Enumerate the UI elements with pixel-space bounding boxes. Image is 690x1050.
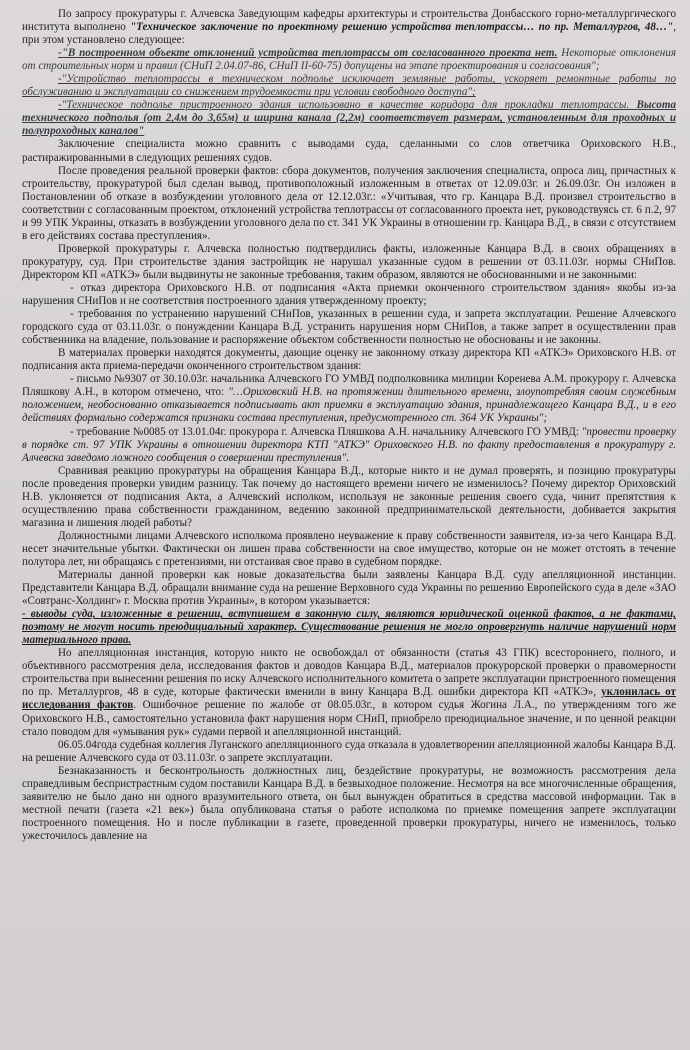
- paragraph-officials: Должностными лицами Алчевского исполкома проявлено неуважение к праву собственности заявителя, из-за чего Канцара В.Д. несет значительные убытки. Фактически он лишен права собственности на свое имущество, которые он не может отстоять в течение полутора лет, ни обращаясь с претензиями, ни отстаивая свое право в судебном порядке.: [22, 529, 676, 568]
- paragraph-appeal: Но апелляционная инстанция, которую никто не освобождал от обязанности (статья 43 ГПК) всестороннего, полного, и объективного рассмотрения дела, исследования фактов и доводов Канцара В.Д., материалов прокурорской проверки о правомерности строительства при вынесении решения по иску Алчевского исполнительного комитета о запрете эксплуатации пристроенного помещения по пр. Металлургов, 48 в суде, которые фактически вменили в вину Канцара В.Д. ошибки директора КП «АТКЭ», уклонилась от исследования фактов. Ошибочное решение по жалобе от 08.05.03г., в котором судья Жогина Л.А., по утверждениям того же Ориховского Н.В., самостоятельно установила факт нарушения норм СНиП, приобрело преюдициальное значение, и по ценной реакции стало поводом для «умывания рук» судами первой и апелляционной инстанций.: [22, 647, 676, 738]
- avoided-facts: уклонилась от исследования фактов: [22, 686, 676, 712]
- quote-conclusion-3: -"Техническое подполье пристроенного здания использовано в качестве коридора для прокладки теплотрассы. Высота технического подполья (от 2,4м до 3,65м) и ширина канала (2,2м) соответствует размерам, установленным для проходных и полупроходных каналов": [22, 99, 676, 138]
- report-title: "Техническое заключение по проектному решению устройства теплотрассы… по пр. Металлургов, 48…": [129, 21, 674, 34]
- paragraph-impunity: Безнаказанность и бесконтрольность должностных лиц, бездействие прокуратуры, не возможность рассмотрения дела справедливым беспристрастным судом поставили Канцара В.Д. в безвыходное положение. Несмотря на все многочисленные обращения, заявителю не было дано ни одного вразумительного ответа, он был вынужден обратиться в средства массовой информации. Так в местной печати (газета «21 век») была опубликована статья о работе исполкома по приемке помещения запрете эксплуатации построенного помещения. Но и после публикации в газете, проведенной проверки прокуратуры, ничего не изменилось, только ужесточилось давление на: [22, 764, 676, 842]
- paragraph-confirmed: Проверкой прокуратуры г. Алчевска полностью подтвердились факты, изложенные Канцара В.Д. в своих обращениях в прокуратуру, суд. При строительстве здания застройщик не нарушал указанные судом в решении от 03.11.03г. нормы СНиПов. Директором КП «АТКЭ» были выдвинуты не законные требования, таким образом, являются не обоснованными и не законными:: [22, 242, 676, 281]
- list-item-requirements: - требования по устранению нарушений СНиПов, указанных в решении суда, и запрета эксплуатации. Решение Алчевского городского суда от 03.11.03г. о понуждении Канцара В.Д. устранить нарушения норм СНиПов, а также запрет в осуществлении прав собственника на владение, пользование и распоряжение объектом собственности полностью не обоснованы и не законны.: [22, 308, 676, 347]
- list-item-demand: - требование №0085 от 13.01.04г. прокурора г. Алчевска Пляшкова А.Н. начальнику Алчевского ГО УМВД: "провести проверку в порядке ст. 97 УПК Украины в отношении директора КТП "АТКЭ" Ориховского Н.В. по факту предоставления в прокуратуру г. Алчевска заведомо ложного сообщения о совершении преступления".: [22, 425, 676, 464]
- quote-conclusion-2: -"Устройство теплотрассы в техническом подполье исключает земляные работы, ускоряет ремонтные работы по обслуживанию и эксплуатации со снижением трудоемкости при условии свободного доступа";: [22, 73, 676, 99]
- paragraph-request: По запросу прокуратуры г. Алчевска Заведующим кафедры архитектуры и строительства Донбасского горно-металлургического института выполнено "Техническое заключение по проектному решению устройства теплотрассы… по пр. Металлургов, 48…", при этом установлено следующее:: [22, 8, 676, 47]
- court-conclusion: - выводы суда, изложенные в решении, вступившем в законную силу, являются юридической оценкой фактов, а не фактами, поэтому не могут носить преюдициальный характер. Существование решения не могло опровергнуть наличие нарушений норм материального права.: [22, 608, 676, 647]
- list-item-refusal: - отказ директора Ориховского Н.В. от подписания «Акта приемки оконченного строительством здания» якобы из-за нарушения СНиПов и не соответствия построенного здания утвержденному проекту;: [22, 281, 676, 308]
- paragraph-evidence: Материалы данной проверки как новые доказательства были заявлены Канцара В.Д. суду апелляционной инстанции. Представители Канцара В.Д. обращали внимание суда на решение Верховного суда Украины по решению Европейского суда в деле «ЗАО «Совтранс-Холдинг» г. Москва против Украины», в котором указывается:: [22, 569, 676, 608]
- paragraph-compare: Сравнивая реакцию прокуратуры на обращения Канцара В.Д., которые никто и не думал проверять, и позицию прокуратуры после проведения проверки увидим разницу. Так почему до настоящего времени ничего не изменилось? Почему директор Ориховский Н.В. уклоняется от подписания Акта, а Алчевский исполком, используя не законные решения своего суда, чинит препятствия к осуществлению права собственности гражданином, ведению законной предпринимательской деятельности, добивается закрытия магазина и лишения людей работы?: [22, 464, 676, 529]
- paragraph-specialist: Заключение специалиста можно сравнить с выводами суда, сделанными со слов ответчика Ориховского Н.В., растиражированными в следующих решениях судов.: [22, 138, 676, 164]
- quote-conclusion-1: -"В построенном объекте отклонений устройства теплотрассы от согласованного проекта нет. Некоторые отклонения от строительных норм и правил (СНиП 2.04.07-86, СНиП II-60-75) допущены на этапе проектирования и согласования";: [22, 47, 676, 73]
- paragraph-appeal-decision: 06.05.04года судебная коллегия Луганского апелляционного суда отказала в удовлетворении апелляционной жалобы Канцара В.Д. на решение Алчевского суда от 03.11.03г. о запрете эксплуатации.: [22, 738, 676, 764]
- demand-quote: "провести проверку в порядке ст. 97 УПК Украины в отношении директора КТП "АТКЭ" Ориховского Н.В. по факту предоставления в прокуратуру г. Алчевска заведомо ложного сообщения о совершении преступления".: [22, 425, 676, 464]
- paragraph-materials: В материалах проверки находятся документы, дающие оценку не законному отказу директора КП «АТКЭ» Ориховского Н.В. от подписания акта приема-передачи оконченного строительством здания:: [22, 347, 676, 373]
- letter-quote: "…Ориховский Н.В. на протяжении длительного времени, злоупотребляя своим служебным положением, необоснованно отказывается подписывать акт приемки в эксплуатацию здания, принадлежащего Канцара В.Д., и в его действиях формально содержатся признаки состава преступления, предусмотренного ст. 364 УК Украины";: [22, 386, 676, 425]
- list-item-letter: - письмо №9307 от 30.10.03г. начальника Алчевского ГО УМВД подполковника милиции Коренева А.М. прокурору г. Алчевска Пляшкову А.Н., в котором отмечено, что: "…Ориховский Н.В. на протяжении длительного времени, злоупотребляя своим служебным положением, необоснованно отказывается подписывать акт приемки в эксплуатацию здания, принадлежащего Канцара В.Д., и в его действиях формально содержатся признаки состава преступления, предусмотренного ст. 364 УК Украины";: [22, 373, 676, 425]
- paragraph-check: После проведения реальной проверки фактов: сбора документов, получения заключения специалиста, опроса лиц, причастных к строительству, прокуратурой был сделан вывод, противоположный изложенным в ответах от 12.09.03г. и 26.09.03г. Он изложен в Постановлении об отказе в возбуждении уголовного дела от 12.12.03г.: «Учитывая, что гр. Канцара В.Д. произвел строительство в соответствии с согласованным проектом, отклонений устройства теплотрассы от согласованного проекта нет, руководствуясь ст. 6 п.2, 97 и 99 УПК Украины, отказать в возбуждении уголовного дела по ст. 341 УК Украины в отношении гр. Канцара В.Д., в связи с отсутствием в его действиях состава преступления».: [22, 164, 676, 242]
